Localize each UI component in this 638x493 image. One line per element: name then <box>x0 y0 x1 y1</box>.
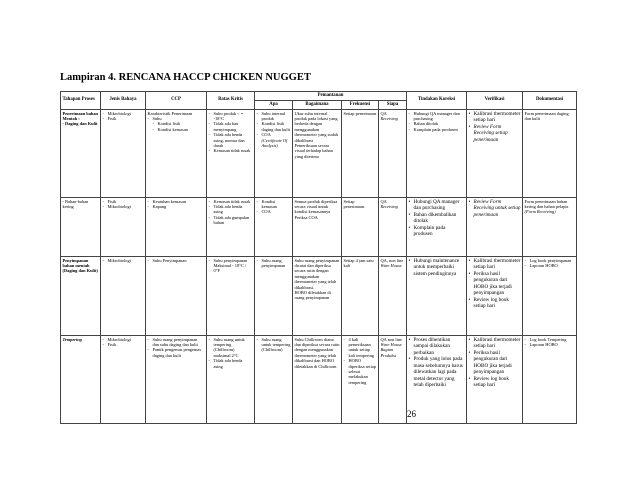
header-bagaimana: Bagaimana <box>293 100 342 109</box>
cell-batas-kritis: - Suhu ruang untuk tempering (Chillroom) maksimal 2°C - Tidak ada benda asing <box>207 335 255 423</box>
table-row <box>61 335 577 423</box>
header-dokumentasi: Dokumentasi <box>523 92 577 110</box>
cell-siapa: QA, non line Ware House <box>379 256 407 335</box>
cell-tahapan: Tempering <box>61 335 101 423</box>
cell-frekuensi: Setiap penerimaan <box>342 109 379 197</box>
cell-apa: - Suhu ruang untuk tempering (Chillroom) <box>255 335 293 423</box>
cell-siapa: QA Receiving <box>379 109 407 197</box>
cell-bagaimana: Suhu Chillroom diatur dan diperiksa secara rutin dengan menggunakan thermometer yang telah dikalibrasi dan HOBO diletakkan di Chillroom <box>293 335 342 423</box>
cell-tindakan-koreksi: • Hubungi QA manager dan purchasing • Bahan dikembalikan ditolak • Komplain pada produsen <box>407 197 467 256</box>
cell-apa: - Suhu ruang penyimpanan <box>255 256 293 335</box>
document-title: Lampiran 4. RENCANA HACCP CHICKEN NUGGET <box>60 72 311 83</box>
table-row <box>61 197 577 256</box>
table-header-row <box>61 92 577 101</box>
cell-verifikasi: • Kalibrasi thermometer setiap hari • Periksa hasil pengukuran dari HOBO jika terjadi penyimpangan • Review log book setiap hari <box>467 256 523 335</box>
cell-dokumentasi: Form penerimaan daging dan kulit <box>523 109 577 197</box>
header-verifikasi: Verifikasi <box>467 92 523 110</box>
cell-siapa: QA non line Ware House Bagian Produksi <box>379 335 407 423</box>
cell-tahapan: - Bahan-bahan kering <box>61 197 101 256</box>
cell-apa: - Kondisi kemasan - COA <box>255 197 293 256</box>
cell-batas-kritis: - Suhu produk < = -18°C - Tidak ada bau menyimpang - Tidak ada benda asing, memar dan darah - Kemasan tidak rusak <box>207 109 255 197</box>
cell-batas-kritis: - Suhu penyimpanan Maksimal - 18°C / 0°F <box>207 256 255 335</box>
cell-ccp: - Keutuhan kemasan - Kapang <box>146 197 207 256</box>
cell-frekuensi: Setiap penerimaan. <box>342 197 379 256</box>
cell-dokumentasi: Form penerimaan bahan kering dan bahan pelapis (Form Receiving) <box>523 197 577 256</box>
cell-verifikasi: • Kalibrasi thermometer setiap hari • Periksa hasil pengukuran dari HOBO jika terjadi penyimpangan • Review log book setiap hari <box>467 335 523 423</box>
cell-dokumentasi: - Log book Tempering - Laporan HOBO <box>523 335 577 423</box>
header-batas-kritis: Batas Kritis <box>207 92 255 110</box>
header-ccp: CCP <box>146 92 207 110</box>
table-row <box>61 256 577 335</box>
cell-jenis-bahaya: - Fisik - Mikrobiologi <box>101 197 146 256</box>
cell-ccp: Karakteristik Penerimaan - Suhu - Kondisi fisik - Kondisi kemasan <box>146 109 207 197</box>
haccp-plan-table <box>60 91 577 424</box>
header-jenis-bahaya: Jenis Bahaya <box>101 92 146 110</box>
cell-jenis-bahaya: - Mikrobiologi - Fisik <box>101 109 146 197</box>
header-tahapan: Tahapan Proses <box>61 92 101 110</box>
header-siapa: Siapa <box>379 100 407 109</box>
cell-ccp: - Suhu Penyimpanan <box>146 256 207 335</box>
cell-frekuensi: - 4 kali pemeriksaan untuk setiap kali tempering - HOBO diperiksa setiap selesai melakukan tempering <box>342 335 379 423</box>
table-row <box>61 109 577 197</box>
cell-batas-kritis: - Kemasan tidak rusak - Tidak ada benda asing - Tidak ada gumpalan bahan <box>207 197 255 256</box>
cell-tahapan: Penyimpanan bahan mentah (Daging dan Kulit) <box>61 256 101 335</box>
page-number: 26 <box>407 409 416 419</box>
cell-tindakan-koreksi: • Hubungi maintenance untuk memperbaiki sistem pendinginnya <box>407 256 467 335</box>
cell-jenis-bahaya: - Mikrobiologi - Fisik <box>101 335 146 423</box>
cell-tindakan-koreksi: • Proses dihentikan sampai dilakukan perbaikan • Produk yang lolos pada masa sebelumnya harus dilewatkan lagi pada metal detector yang telah diperbaiki <box>407 335 467 423</box>
cell-tindakan-koreksi: - Hubungi QA manager dan purchasing - Bahan ditolak - Komplain pada produsen <box>407 109 467 197</box>
cell-bagaimana: Ukur suhu internal produk pada lokasi yang berbeda dengan menggunakan thermometer yang sudah dikalibrasi Pemeriksaan secara visual terhadap bahan yang diterima <box>293 109 342 197</box>
cell-ccp: - Suhu ruang penyimpanan dan suhu daging dan kulit - Pantik pengemas pengemas daging dan kulit <box>146 335 207 423</box>
cell-bagaimana: Suhu ruang penyimpanan dicatat dan diperiksa secara rutin dengan menggunakan thermometer yang telah dikalibrasi. HOBO diletakkan di ruang penyimpanan <box>293 256 342 335</box>
cell-jenis-bahaya: - Mikrobiologi <box>101 256 146 335</box>
cell-frekuensi: Setiap 4 jam satu kali <box>342 256 379 335</box>
header-pemantauan: Pemantauan <box>255 92 407 101</box>
cell-apa: - Suhu internal produk - Kondisi fisik daging dan kulit - COA (Certificate Of Analysis) <box>255 109 293 197</box>
cell-bagaimana: Semua produk diperiksa secara visual untuk kondisi kemasannya Periksa COA <box>293 197 342 256</box>
cell-verifikasi: • Review Form Receiving untuk setiap penerimaan <box>467 197 523 256</box>
cell-siapa: QA Receiving <box>379 197 407 256</box>
cell-verifikasi: • Kalibrasi thermometer setiap hari • Review Form Receiving setiap penerimaan <box>467 109 523 197</box>
header-apa: Apa <box>255 100 293 109</box>
cell-dokumentasi: - Log book penyimpanan - Laporan HOBO <box>523 256 577 335</box>
header-frekuensi: Frekuensi <box>342 100 379 109</box>
header-tindakan-koreksi: Tindakan Koreksi <box>407 92 467 110</box>
cell-tahapan: Penerimaan bahan Mentah : - Daging dan Kulit <box>61 109 101 197</box>
